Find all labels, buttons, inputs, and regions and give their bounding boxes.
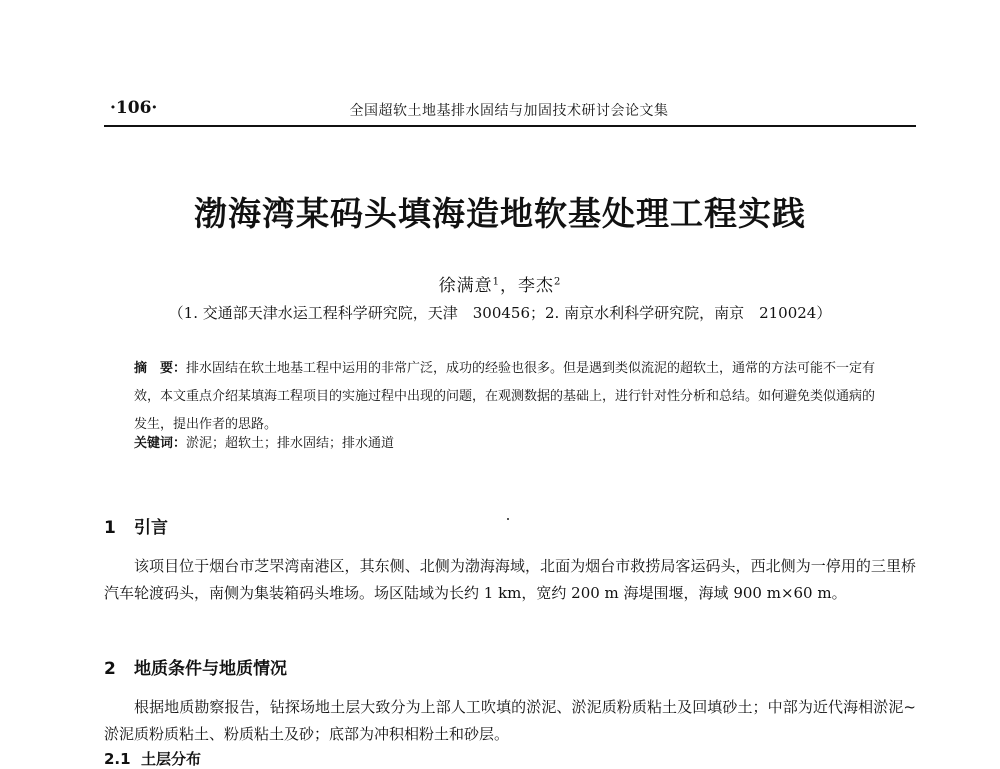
author-line — [0, 271, 1000, 296]
keywords — [134, 432, 886, 451]
keywords-text: 淤泥；超软土；排水固结；排水通道 — [186, 436, 395, 451]
running-header — [104, 98, 914, 122]
author-1: 徐满意 — [438, 276, 493, 296]
section-1-paragraph: 该项目位于烟台市芝罘湾南港区，其东侧、北侧为渤海海域，北面为烟台市救捞局客运码头，西北侧为一停用的三里桥汽车轮渡码头，南侧为集装箱码头堆场。场区陆域为长约 1 km，宽约 200 m 海堤围堰，海域 900 m×60 m。 — [104, 557, 916, 602]
subsection-2-1-heading — [104, 748, 201, 769]
subsection-2-1-title: 土层分布 — [141, 750, 202, 768]
affiliations: （1. 交通部天津水运工程科学研究院，天津 300456；2. 南京水利科学研究院，南京 210024） — [168, 304, 832, 322]
subsection-2-1-number: 2.1 — [104, 750, 131, 768]
section-2-paragraph: 根据地质勘察报告，钻探场地土层大致分为上部人工吹填的淤泥、淤泥质粉质粘土及回填砂土；中部为近代海相淤泥~淤泥质粉质粘土、粉质粘土及砂；底部为冲积相粉土和砂层。 — [104, 698, 916, 743]
keywords-label: 关键词： — [134, 436, 187, 451]
section-2-heading — [104, 654, 287, 679]
section-1-number: 1 — [104, 518, 116, 538]
author-2-affil-mark: 2 — [554, 276, 562, 288]
author-2: 李杰 — [518, 276, 554, 296]
section-2-title: 地质条件与地质情况 — [134, 659, 287, 679]
abstract — [134, 355, 886, 439]
stray-dot — [507, 518, 509, 520]
author-1-affil-mark: 1 — [492, 276, 500, 288]
section-2-number: 2 — [104, 659, 116, 679]
header-rule — [104, 125, 916, 127]
section-1-heading — [104, 513, 168, 538]
paper-title: 渤海湾某码头填海造地软基处理工程实践 — [194, 194, 806, 233]
abstract-label: 摘 要： — [134, 361, 187, 376]
journal-title: 全国超软土地基排水固结与加固技术研讨会论文集 — [349, 103, 669, 119]
page-number: ·106· — [110, 98, 158, 118]
abstract-text: 排水固结在软土地基工程中运用的非常广泛，成功的经验也很多。但是遇到类似流泥的超软土，通常的方法可能不一定有效，本文重点介绍某填海工程项目的实施过程中出现的问题，在观测数据的基础上，进行针对性分析和总结。如何避免类似通病的发生，提出作者的思路。 — [134, 361, 876, 432]
author-separator: ， — [500, 276, 518, 296]
section-1-title: 引言 — [134, 518, 168, 538]
